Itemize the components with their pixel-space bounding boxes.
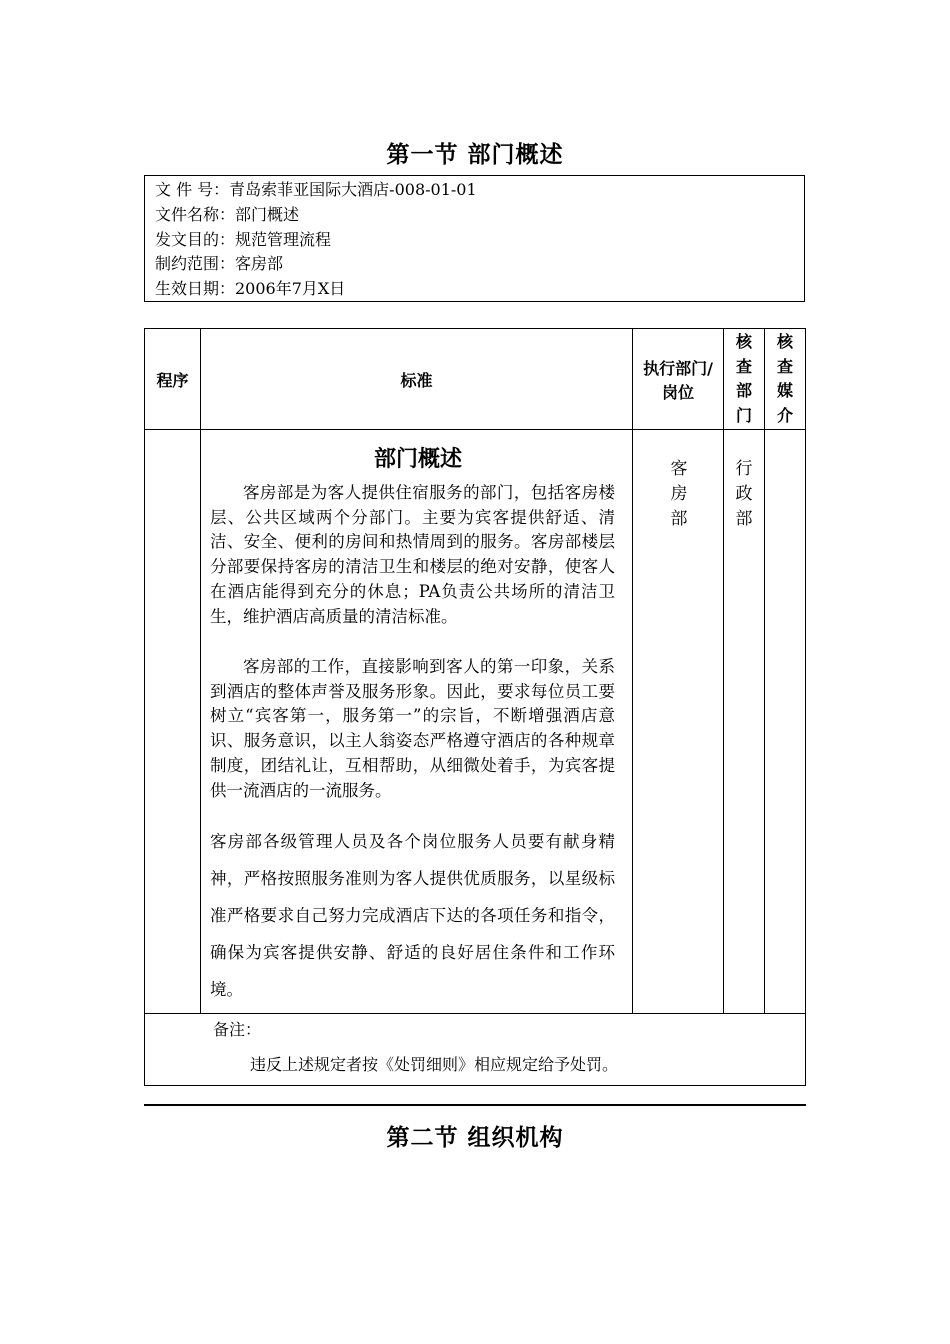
header-procedure: 程序 <box>156 371 189 390</box>
standard-heading: 部门概述 <box>373 447 462 472</box>
header-exec-dept: 执行部门/岗位 <box>643 359 713 402</box>
exec-dept-value: 客房部 <box>670 459 688 529</box>
document-info-box <box>144 175 805 302</box>
section-title-2: 第二节 组织机构 <box>386 1125 564 1151</box>
doc-name-line: 文件名称：部门概述 <box>155 204 300 224</box>
doc-scope-line: 制约范围：客房部 <box>155 254 284 274</box>
header-standard: 标准 <box>400 371 433 390</box>
standard-paragraph-2: 客房部的工作，直接影响到客人的第一印象，关系到酒店的整体声誉及服务形象。因此，要求每位员工要树立“宾客第一，服务第一”的宗旨，不断增强酒店意识、服务意识，以主人翁姿态严格遵守酒店的各种规章制度，团结礼让，互相帮助，从细微处着手，为宾客提供一流酒店的一流服务。 <box>210 657 615 800</box>
standard-paragraph-1: 客房部是为客人提供住宿服务的部门，包括客房楼层、公共区域两个分部门。主要为宾客提供舒适、清洁、安全、便利的房间和热情周到的服务。客房部楼层分部要保持客房的清洁卫生和楼层的绝对安静，使客人在酒店能得到充分的休息；PA负责公共场所的清洁卫生，维护酒店高质量的清洁标准。 <box>210 483 615 626</box>
doc-purpose-line: 发文目的：规范管理流程 <box>155 229 332 249</box>
check-dept-value: 行政部 <box>735 459 753 529</box>
procedure-table <box>144 328 806 1086</box>
standard-paragraph-3: 客房部各级管理人员及各个岗位服务人员要有献身精神，严格按照服务准则为客人提供优质服务，以星级标准严格要求自己努力完成酒店下达的各项任务和指令，确保为宾客提供安静、舒适的良好居住条件和工作环境。 <box>210 832 615 999</box>
header-check-media: 核查媒介 <box>776 332 793 425</box>
doc-number-line: 文 件 号：青岛索菲亚国际大酒店-008-01-01 <box>155 180 477 199</box>
section-title: 第一节 部门概述 <box>386 142 564 168</box>
header-check-dept: 核查部门 <box>735 332 752 425</box>
section-divider <box>144 1104 806 1106</box>
note-label: 备注： <box>213 1020 262 1039</box>
note-text: 违反上述规定者按《处罚细则》相应规定给予处罚。 <box>250 1055 619 1074</box>
doc-effective-date-line: 生效日期：2006年7月X日 <box>155 279 346 299</box>
